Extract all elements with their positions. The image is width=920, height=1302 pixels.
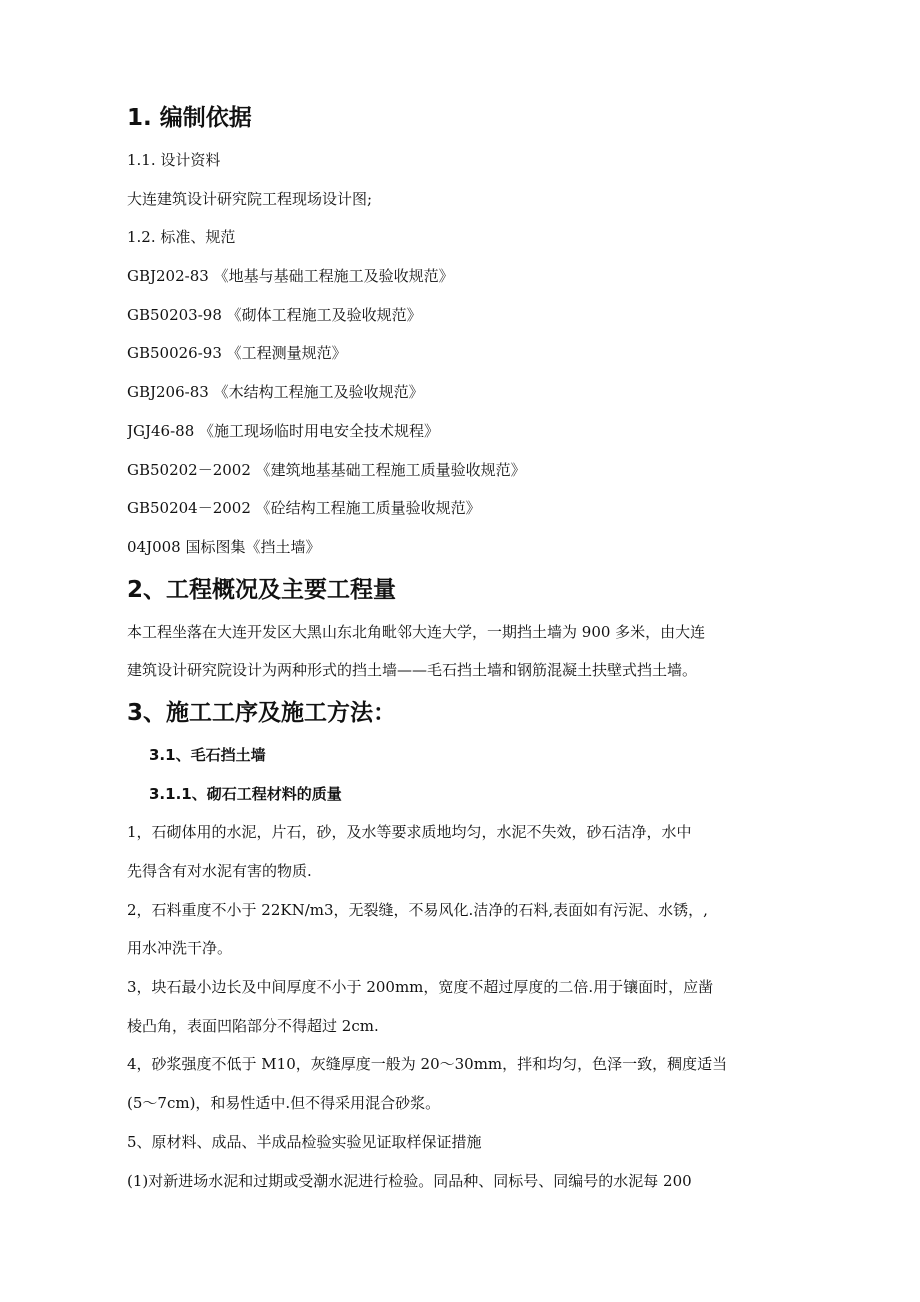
- standard-item: GB50202－2002 《建筑地基基础工程施工质量验收规范》: [127, 460, 526, 479]
- requirement-line: 先得含有对水泥有害的物质.: [127, 862, 312, 880]
- standard-item: GB50203-98 《砌体工程施工及验收规范》: [127, 305, 422, 324]
- requirement-line: 4，砂浆强度不低于 M10，灰缝厚度一般为 20～30mm，拌和均匀，色泽一致，稠度适当: [127, 1055, 728, 1074]
- requirement-line: (1)对新进场水泥和过期或受潮水泥进行检验。同品种、同标号、同编号的水泥每 200: [127, 1171, 692, 1190]
- requirement-line: 1，石砌体用的水泥，片石，砂，及水等要求质地均匀，水泥不失效，砂石洁净，水中: [127, 823, 692, 842]
- requirement-line: 用水冲洗干净。: [127, 939, 233, 958]
- requirement-line: (5～7cm)，和易性适中.但不得采用混合砂浆。: [127, 1094, 441, 1113]
- requirement-line: 5、原材料、成品、半成品检验实验见证取样保证措施: [127, 1132, 482, 1151]
- requirement-line: 2，石料重度不小于 22KN/m3，无裂缝，不易风化.洁净的石料,表面如有污泥、水锈，,: [127, 900, 708, 919]
- design-data-text: 大连建筑设计研究院工程现场设计图;: [127, 189, 373, 208]
- standard-item: GBJ206-83 《木结构工程施工及验收规范》: [127, 383, 424, 402]
- standard-item: GB50204－2002 《砼结构工程施工质量验收规范》: [127, 499, 481, 518]
- subheading-design-data: 1.1. 设计资料: [127, 151, 221, 169]
- heading-overview: 2、工程概况及主要工程量: [127, 576, 397, 603]
- document-body: [127, 95, 787, 1200]
- standards-list: [127, 257, 787, 567]
- standard-item: GB50026-93 《工程测量规范》: [127, 344, 347, 363]
- requirement-line: 3，块石最小边长及中间厚度不小于 200mm，宽度不超过厚度的二倍.用于镶面时，应凿: [127, 978, 714, 997]
- subheading-rubble-wall: 3.1、毛石挡土墙: [149, 745, 266, 764]
- requirements-list: [127, 813, 787, 1200]
- heading-basis: 1. 编制依据: [127, 105, 252, 131]
- heading-construction-method: 3、施工工序及施工方法：: [127, 699, 397, 726]
- standard-item: JGJ46-88 《施工现场临时用电安全技术规程》: [127, 421, 440, 440]
- subheading-material-quality: 3.1.1、砌石工程材料的质量: [149, 784, 342, 803]
- subheading-standards: 1.2. 标准、规范: [127, 228, 236, 247]
- overview-line: 本工程坐落在大连开发区大黑山东北角毗邻大连大学，一期挡土墙为 900 多米，由大连: [127, 622, 706, 641]
- overview-line: 建筑设计研究院设计为两种形式的挡土墙——毛石挡土墙和钢筋混凝土扶壁式挡土墙。: [127, 661, 698, 680]
- standard-item: 04J008 国标图集《挡土墙》: [127, 537, 321, 556]
- standard-item: GBJ202-83 《地基与基础工程施工及验收规范》: [127, 267, 454, 286]
- requirement-line: 棱凸角，表面凹陷部分不得超过 2cm.: [127, 1016, 379, 1035]
